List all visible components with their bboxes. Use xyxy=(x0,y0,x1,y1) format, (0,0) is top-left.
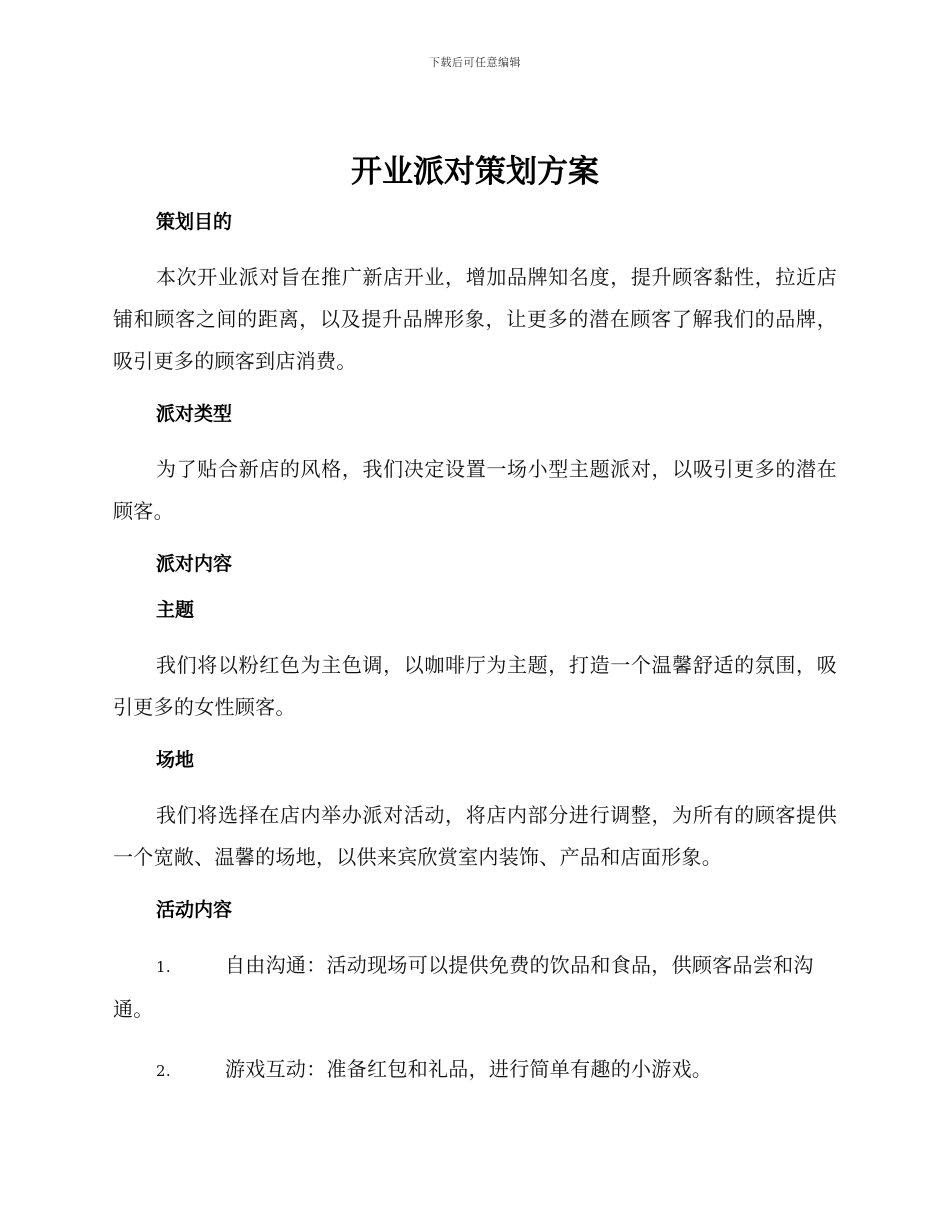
list-item xyxy=(113,1048,837,1092)
paragraph-purpose: 本次开业派对旨在推广新店开业，增加品牌知名度，提升顾客黏性，拉近店铺和顾客之间的距离，以及提升品牌形象，让更多的潜在顾客了解我们的品牌，吸引更多的顾客到店消费。 xyxy=(113,265,837,373)
heading-venue: 场地 xyxy=(156,749,195,771)
heading-activities: 活动内容 xyxy=(156,899,233,921)
heading-theme: 主题 xyxy=(156,599,195,621)
paragraph-venue: 我们将选择在店内举办派对活动，将店内部分进行调整，为所有的顾客提供一个宽敞、温馨的场地，以供来宾欣赏室内装饰、产品和店面形象。 xyxy=(113,803,837,869)
document-title: 开业派对策划方案 xyxy=(351,154,599,190)
list-item-number: 2. xyxy=(156,1062,171,1080)
paragraph-party-type: 为了贴合新店的风格，我们决定设置一场小型主题派对，以吸引更多的潜在顾客。 xyxy=(113,457,837,523)
list-item-text: 游戏互动：准备红包和礼品，进行简单有趣的小游戏。 xyxy=(225,1057,713,1081)
document-body xyxy=(113,150,837,1092)
paragraph-theme: 我们将以粉红色为主色调，以咖啡厅为主题，打造一个温馨舒适的氛围，吸引更多的女性顾客。 xyxy=(113,653,837,719)
heading-party-content: 派对内容 xyxy=(156,553,233,575)
list-item xyxy=(113,944,837,1030)
header-note: 下载后可任意编辑 xyxy=(429,56,521,69)
heading-purpose: 策划目的 xyxy=(156,211,233,233)
heading-party-type: 派对类型 xyxy=(156,403,233,425)
list-item-text: 自由沟通：活动现场可以提供免费的饮品和食品，供顾客品尝和沟通。 xyxy=(113,953,814,1021)
list-item-number: 1. xyxy=(156,958,171,976)
